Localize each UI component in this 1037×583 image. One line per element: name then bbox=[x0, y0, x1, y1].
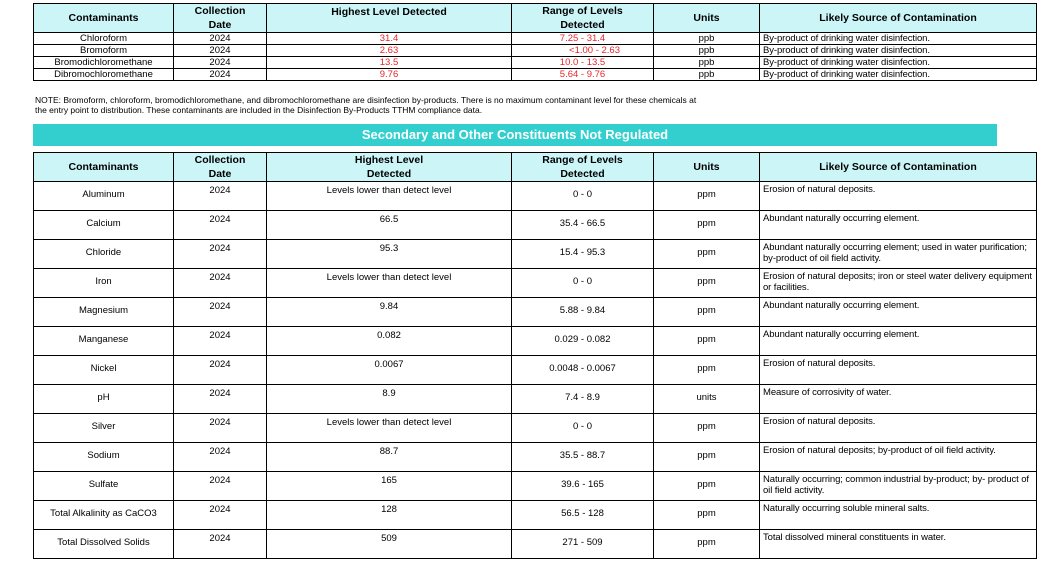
collection-date: 2024 bbox=[174, 385, 267, 414]
collection-date: 2024 bbox=[174, 472, 267, 501]
note-line-2: the entry point to distribution. These contaminants are included in the Disinfection By-Products TTHM compliance data. bbox=[35, 105, 483, 115]
header-highest-line2: Detected bbox=[366, 168, 412, 180]
collection-date: 2024 bbox=[174, 530, 267, 559]
highest-level: Levels lower than detect level bbox=[267, 269, 512, 298]
header-range bbox=[512, 4, 654, 33]
highest-level: 9.76 bbox=[267, 69, 512, 81]
contaminant-name: Nickel bbox=[34, 356, 174, 385]
table-row bbox=[34, 182, 1037, 211]
contaminant-name: Bromodichloromethane bbox=[34, 57, 174, 69]
likely-source: By-product of drinking water disinfection. bbox=[760, 33, 1037, 45]
units: ppm bbox=[654, 240, 760, 269]
table-row bbox=[34, 269, 1037, 298]
units: ppm bbox=[654, 298, 760, 327]
highest-level: 0.082 bbox=[267, 327, 512, 356]
collection-date: 2024 bbox=[174, 501, 267, 530]
range-of-levels: 5.88 - 9.84 bbox=[512, 298, 654, 327]
range-of-levels: 7.4 - 8.9 bbox=[512, 385, 654, 414]
units: ppm bbox=[654, 356, 760, 385]
secondary-constituents-table bbox=[33, 152, 1037, 559]
likely-source: By-product of drinking water disinfection. bbox=[760, 57, 1037, 69]
likely-source: By-product of drinking water disinfection. bbox=[760, 45, 1037, 57]
note-text bbox=[33, 93, 997, 116]
likely-source: Abundant naturally occurring element; used in water purification; by-product of oil field activity. bbox=[760, 240, 1037, 269]
header-collection-date bbox=[174, 4, 267, 33]
table-row bbox=[34, 327, 1037, 356]
range-of-levels: 39.6 - 165 bbox=[512, 472, 654, 501]
likely-source: Erosion of natural deposits. bbox=[760, 356, 1037, 385]
likely-source: Naturally occurring soluble mineral salts. bbox=[760, 501, 1037, 530]
header-highest-level: Highest Level Detected bbox=[267, 4, 512, 33]
range-of-levels: 5.64 - 9.76 bbox=[512, 69, 654, 81]
contaminant-name: Calcium bbox=[34, 211, 174, 240]
header-highest-line1: Highest Level bbox=[354, 154, 424, 166]
units: ppb bbox=[654, 45, 760, 57]
header-collection-date bbox=[174, 153, 267, 182]
likely-source: Erosion of natural deposits; iron or steel water delivery equipment or facilities. bbox=[760, 269, 1037, 298]
header-range-line1: Range of Levels bbox=[542, 154, 623, 166]
range-of-levels: 271 - 509 bbox=[512, 530, 654, 559]
highest-level: 8.9 bbox=[267, 385, 512, 414]
collection-date: 2024 bbox=[174, 356, 267, 385]
header-highest-level bbox=[267, 153, 512, 182]
header-collection-label: Collection Date bbox=[194, 154, 246, 180]
highest-level: 9.84 bbox=[267, 298, 512, 327]
header-source: Likely Source of Contamination bbox=[760, 153, 1037, 182]
range-of-levels: 35.4 - 66.5 bbox=[512, 211, 654, 240]
table-row bbox=[34, 69, 1037, 81]
units: ppb bbox=[654, 69, 760, 81]
contaminant-name: Iron bbox=[34, 269, 174, 298]
contaminant-name: Aluminum bbox=[34, 182, 174, 211]
contaminant-name: Chloroform bbox=[34, 33, 174, 45]
contaminant-name: Chloride bbox=[34, 240, 174, 269]
likely-source: Erosion of natural deposits; by-product of oil field activity. bbox=[760, 443, 1037, 472]
header-range-line1: Range of Levels bbox=[542, 5, 623, 17]
units: units bbox=[654, 385, 760, 414]
likely-source: Abundant naturally occurring element. bbox=[760, 327, 1037, 356]
highest-level: 13.5 bbox=[267, 57, 512, 69]
collection-date: 2024 bbox=[174, 269, 267, 298]
highest-level: 31.4 bbox=[267, 33, 512, 45]
collection-date: 2024 bbox=[174, 69, 267, 81]
range-of-levels: 0 - 0 bbox=[512, 269, 654, 298]
table-header-row bbox=[34, 153, 1037, 182]
likely-source: Abundant naturally occurring element. bbox=[760, 298, 1037, 327]
highest-level: 0.0067 bbox=[267, 356, 512, 385]
likely-source: Measure of corrosivity of water. bbox=[760, 385, 1037, 414]
range-of-levels: 0.029 - 0.082 bbox=[512, 327, 654, 356]
units: ppm bbox=[654, 211, 760, 240]
units: ppm bbox=[654, 501, 760, 530]
contaminant-name: Total Alkalinity as CaCO3 bbox=[34, 501, 174, 530]
range-of-levels: 0 - 0 bbox=[512, 414, 654, 443]
range-of-levels: 0.0048 - 0.0067 bbox=[512, 356, 654, 385]
header-collection-label: Collection Date bbox=[194, 5, 246, 31]
range-of-levels: 0 - 0 bbox=[512, 182, 654, 211]
range-of-levels: 7.25 - 31.4 bbox=[512, 33, 654, 45]
highest-level: Levels lower than detect level bbox=[267, 182, 512, 211]
contaminant-name: Total Dissolved Solids bbox=[34, 530, 174, 559]
table-row bbox=[34, 414, 1037, 443]
header-range-line2: Detected bbox=[560, 168, 605, 180]
units: ppm bbox=[654, 443, 760, 472]
contaminant-name: pH bbox=[34, 385, 174, 414]
highest-level: 88.7 bbox=[267, 443, 512, 472]
highest-level: 128 bbox=[267, 501, 512, 530]
contaminant-name: Silver bbox=[34, 414, 174, 443]
table-row bbox=[34, 57, 1037, 69]
highest-level: Levels lower than detect level bbox=[267, 414, 512, 443]
likely-source: Naturally occurring; common industrial by-product; by- product of oil field activity. bbox=[760, 472, 1037, 501]
highest-level: 509 bbox=[267, 530, 512, 559]
table-row bbox=[34, 472, 1037, 501]
contaminant-name: Bromoform bbox=[34, 45, 174, 57]
table-row bbox=[34, 240, 1037, 269]
range-of-levels: 15.4 - 95.3 bbox=[512, 240, 654, 269]
collection-date: 2024 bbox=[174, 33, 267, 45]
units: ppm bbox=[654, 327, 760, 356]
collection-date: 2024 bbox=[174, 414, 267, 443]
units: ppb bbox=[654, 57, 760, 69]
collection-date: 2024 bbox=[174, 57, 267, 69]
highest-level: 2.63 bbox=[267, 45, 512, 57]
collection-date: 2024 bbox=[174, 182, 267, 211]
contaminant-name: Sulfate bbox=[34, 472, 174, 501]
table-row bbox=[34, 356, 1037, 385]
units: ppm bbox=[654, 472, 760, 501]
highest-level: 66.5 bbox=[267, 211, 512, 240]
range-of-levels: 56.5 - 128 bbox=[512, 501, 654, 530]
table-header-row bbox=[34, 4, 1037, 33]
highest-level: 95.3 bbox=[267, 240, 512, 269]
table-row bbox=[34, 45, 1037, 57]
units: ppm bbox=[654, 530, 760, 559]
header-units: Units bbox=[654, 153, 760, 182]
collection-date: 2024 bbox=[174, 211, 267, 240]
units: ppm bbox=[654, 182, 760, 211]
header-range bbox=[512, 153, 654, 182]
table-row bbox=[34, 501, 1037, 530]
note-line-1: NOTE: Bromoform, chloroform, bromodichloromethane, and dibromochloromethane are disinfection by-products. There is no maximum contaminant level for these chemicals at bbox=[35, 95, 697, 105]
table-row bbox=[34, 385, 1037, 414]
contaminant-name: Manganese bbox=[34, 327, 174, 356]
collection-date: 2024 bbox=[174, 327, 267, 356]
range-of-levels: <1.00 - 2.63 bbox=[512, 45, 654, 57]
header-units: Units bbox=[654, 4, 760, 33]
header-range-line2: Detected bbox=[560, 19, 605, 31]
highest-level: 165 bbox=[267, 472, 512, 501]
likely-source: Abundant naturally occurring element. bbox=[760, 211, 1037, 240]
likely-source: Erosion of natural deposits. bbox=[760, 182, 1037, 211]
range-of-levels: 35.5 - 88.7 bbox=[512, 443, 654, 472]
header-contaminants: Contaminants bbox=[34, 153, 174, 182]
collection-date: 2024 bbox=[174, 443, 267, 472]
disinfection-byproducts-table bbox=[33, 3, 1037, 81]
collection-date: 2024 bbox=[174, 240, 267, 269]
table-row bbox=[34, 33, 1037, 45]
contaminant-name: Sodium bbox=[34, 443, 174, 472]
table-row bbox=[34, 211, 1037, 240]
table-row bbox=[34, 530, 1037, 559]
likely-source: By-product of drinking water disinfection. bbox=[760, 69, 1037, 81]
contaminant-name: Magnesium bbox=[34, 298, 174, 327]
range-of-levels: 10.0 - 13.5 bbox=[512, 57, 654, 69]
collection-date: 2024 bbox=[174, 298, 267, 327]
units: ppm bbox=[654, 269, 760, 298]
likely-source: Total dissolved mineral constituents in water. bbox=[760, 530, 1037, 559]
table-row bbox=[34, 298, 1037, 327]
header-source: Likely Source of Contamination bbox=[760, 4, 1037, 33]
likely-source: Erosion of natural deposits. bbox=[760, 414, 1037, 443]
units: ppb bbox=[654, 33, 760, 45]
contaminant-name: Dibromochloromethane bbox=[34, 69, 174, 81]
collection-date: 2024 bbox=[174, 45, 267, 57]
section-banner: Secondary and Other Constituents Not Regulated bbox=[33, 124, 997, 146]
units: ppm bbox=[654, 414, 760, 443]
header-contaminants: Contaminants bbox=[34, 4, 174, 33]
table-row bbox=[34, 443, 1037, 472]
